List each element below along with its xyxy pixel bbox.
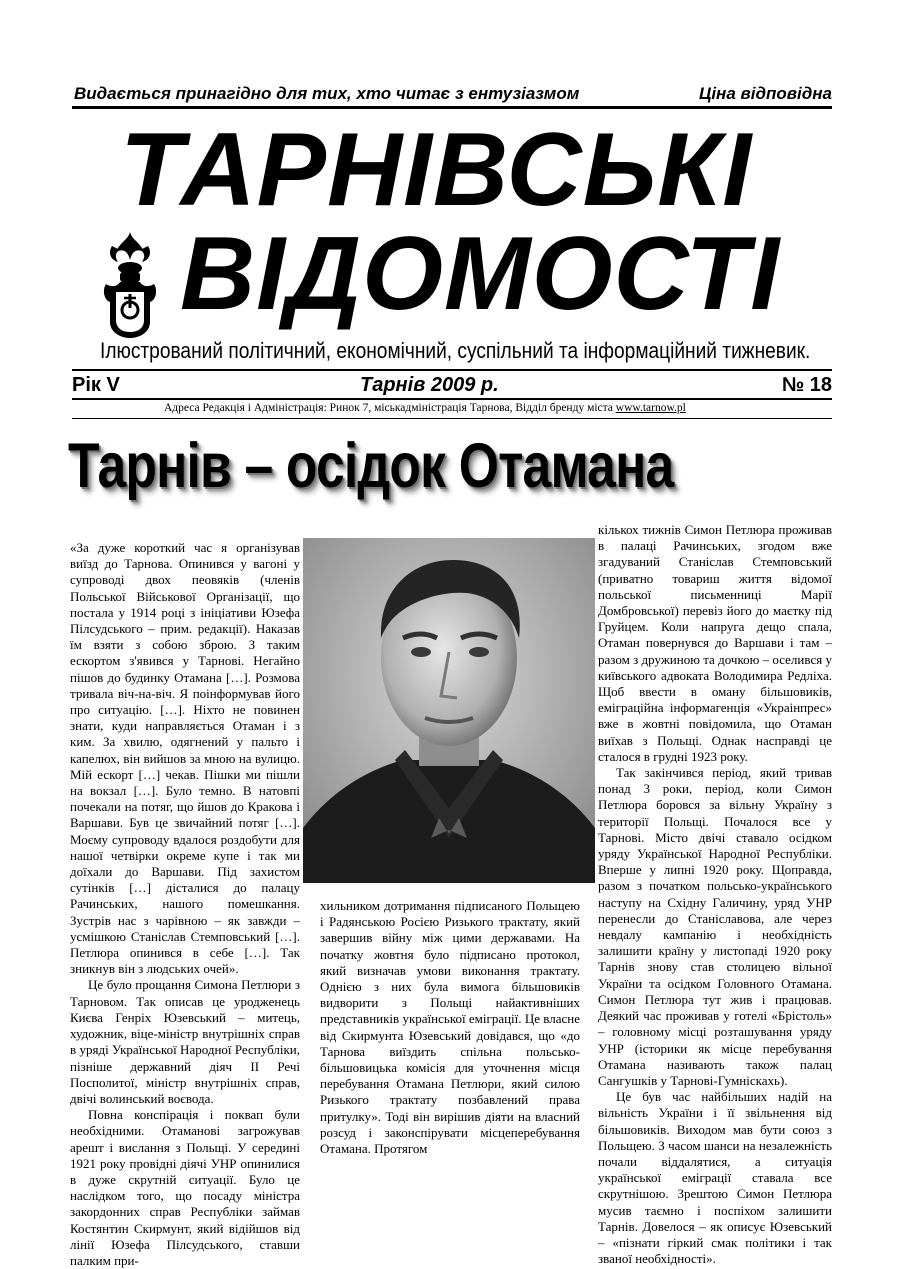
paragraph: кількох тижнів Симон Петлюра проживав в палаці Рачинських, згодом вже згадуваний Станіслав Стемповський (приватно товариш життя відомої польської письменниці Марії Домбровської) перевіз його до маєтку під Груйцем. Коли напруга дещо спала, Отаман повернувся до Варшави і там – разом з дружиною та дочкою – оселився у київського адвоката Володимира Редліха. Щоб ввести в оману більшовиків, еміграційна інформагенція «Украінпрес» вже в жовтні повідомила, що Отаман виїхав з Польщі. Однак насправді це сталося в грудні 1923 року. <box>598 522 832 764</box>
paragraph: Так закінчився період, який тривав понад 3 роки, період, коли Симон Петлюра боровся за вільну Україну з території Польщі. Почалося все у Тарнові. Місто двічі ставало осідком уряду Української Народної Республіки. Вперше у липні 1920 року. Щоправда, разом з початком польсько-українського наступу на Східну Галичину, уряд УНР перенесли до Станіславова, але через невдалу кампанію і необхідність залишити країну у листопаді 1920 року Тарнів знову став столицею вільної України та осідком Головного Отамана. Симон Петлюра тут жив і працював. Деякий час проживав у готелі «Брістоль» – головному місці розташування уряду УНР (історики як місце перебування Отамана називають також палац Сангушків у Тарнові-Гумніскахь). <box>598 765 832 1088</box>
article-column-3 <box>598 522 832 1267</box>
paragraph: Це був час найбільших надій на вільність України і її звільнення від більшовиків. Виходом мав бути союз з Польщею. З часом шанси на незалежність почали віддалятися, а ситуація української еміграції ставала все скрутнішою. Зрештою Симон Петлюра мусив таємно і поспіхом залишити Тарнів. Довелося – як описує Юзевський – «пізнати гіркий смак політики і так званої необхідності». <box>598 1089 832 1267</box>
masthead-title-line1: ТАРНІВСЬКІ <box>120 112 753 228</box>
year-label: Рік V <box>72 374 120 396</box>
address-text: Адреса Редакція і Адміністрація: Ринок 7, міськадміністрація Тарнова, Відділ бренду міста <box>164 402 616 414</box>
masthead-subtitle: Ілюстрований політичний, економічний, суспільний та інформаційний тижневик. <box>100 338 811 363</box>
portrait-photo <box>303 538 595 883</box>
article-column-1 <box>70 540 300 1269</box>
article-headline: Тарнів – осідок Отамана <box>68 431 674 501</box>
portrait-image <box>303 538 595 883</box>
paragraph: Це було прощання Симона Петлюри з Тарновом. Так описав це уродженець Києва Генріх Юзевський – митець, художник, віце-міністр внутрішніх справ в уряді Української Народної Республіки, пізніше державний діяч ІІ Речі Посполитої, міністр внутрішніх справ, двічі волинський воєвода. <box>70 977 300 1106</box>
masthead-title-line2: ВІДОМОСТІ <box>180 216 781 332</box>
coat-of-arms-icon <box>98 230 162 340</box>
website-link[interactable]: www.tarnow.pl <box>615 402 686 414</box>
issue-rule-bottom <box>72 398 832 400</box>
paragraph: «За дуже короткий час я організував виїзд до Тарнова. Опинився у вагоні у супроводі двох пеовяків (членів Польської Військової Організації, що постала у 1914 році з ініціативи Юзефа Пілсудського – прим. редакції). Наказав їм взяти з собою зброю. З таким ескортом з'явився у Тарнові. Негайно пішов до будинку Отамана […]. Розмова тривала віч-на-віч. Я поінформував його про ситуацію. […]. Ніхто не повинен знати, куди направляється Отаман і з ким. За хвилю, одягнений у пальто і капелюх, він вийшов за мною на вулицю. Мій ескорт […] чекав. Пішки ми пішли на вокзал […]. Було темно. В натовпі почекали на потяг, що йшов до Кракова і Варшави. Був це звичайний потяг […]. Моєму супроводу вдалося роздобути для нашої четвірки окреме купе і так ми доїхали до Варшави. Під захистом сутінків […] дісталися до палацу Рачинських, нашого помешкання. Зустрів нас з чарівною – як завжди – усмішкою Станіслав Стемповський […]. Петлюра опинився в себе […]. Так зникнув він з людських очей». <box>70 540 300 977</box>
article-column-2 <box>320 898 580 1157</box>
paragraph: хильником дотримання підписаного Польщею і Радянською Росією Ризького трактату, який завершив війну між цими державами. На початку жовтня було підписано протокол, який визначав умови виконання трактату. Однією з них була вимога більшовиків видворити з Польщі найактивніших представників української еміграції. Це власне від Скирмунта Юзевський довідався, що «до Тарнова виїздить спільна польсько-більшовицька комісія для уточнення місця перебування Отамана Петлюри, який силою Ризького трактату позбавлений права притулку». Тоді він вирішив діяти на власний розсуд і законспірувати місцеперебування Отамана. Протягом <box>320 898 580 1157</box>
issue-number: № 18 <box>781 374 832 396</box>
issue-rule-top <box>72 369 832 371</box>
tagline: Видається принагідно для тих, хто читає з ентузіазмом <box>74 84 580 103</box>
top-rule <box>72 106 832 109</box>
editorial-address <box>164 402 686 414</box>
paragraph: Повна конспірація і поквап були необхідними. Отаманові загрожував арешт і вислання з Польщі. У середині 1921 року провідні діячі УНР опинилися в дуже скрутній ситуації. Було це наслідком того, що посаду міністра закордонних справ Республіки займав Костянтин Скирмунт, який відійшов від лінії Юзефа Пілсудського, ставши палким при- <box>70 1107 300 1268</box>
price-note: Ціна відповідна <box>698 84 832 103</box>
address-rule <box>72 418 832 419</box>
place-date: Тарнів 2009 р. <box>360 374 499 396</box>
